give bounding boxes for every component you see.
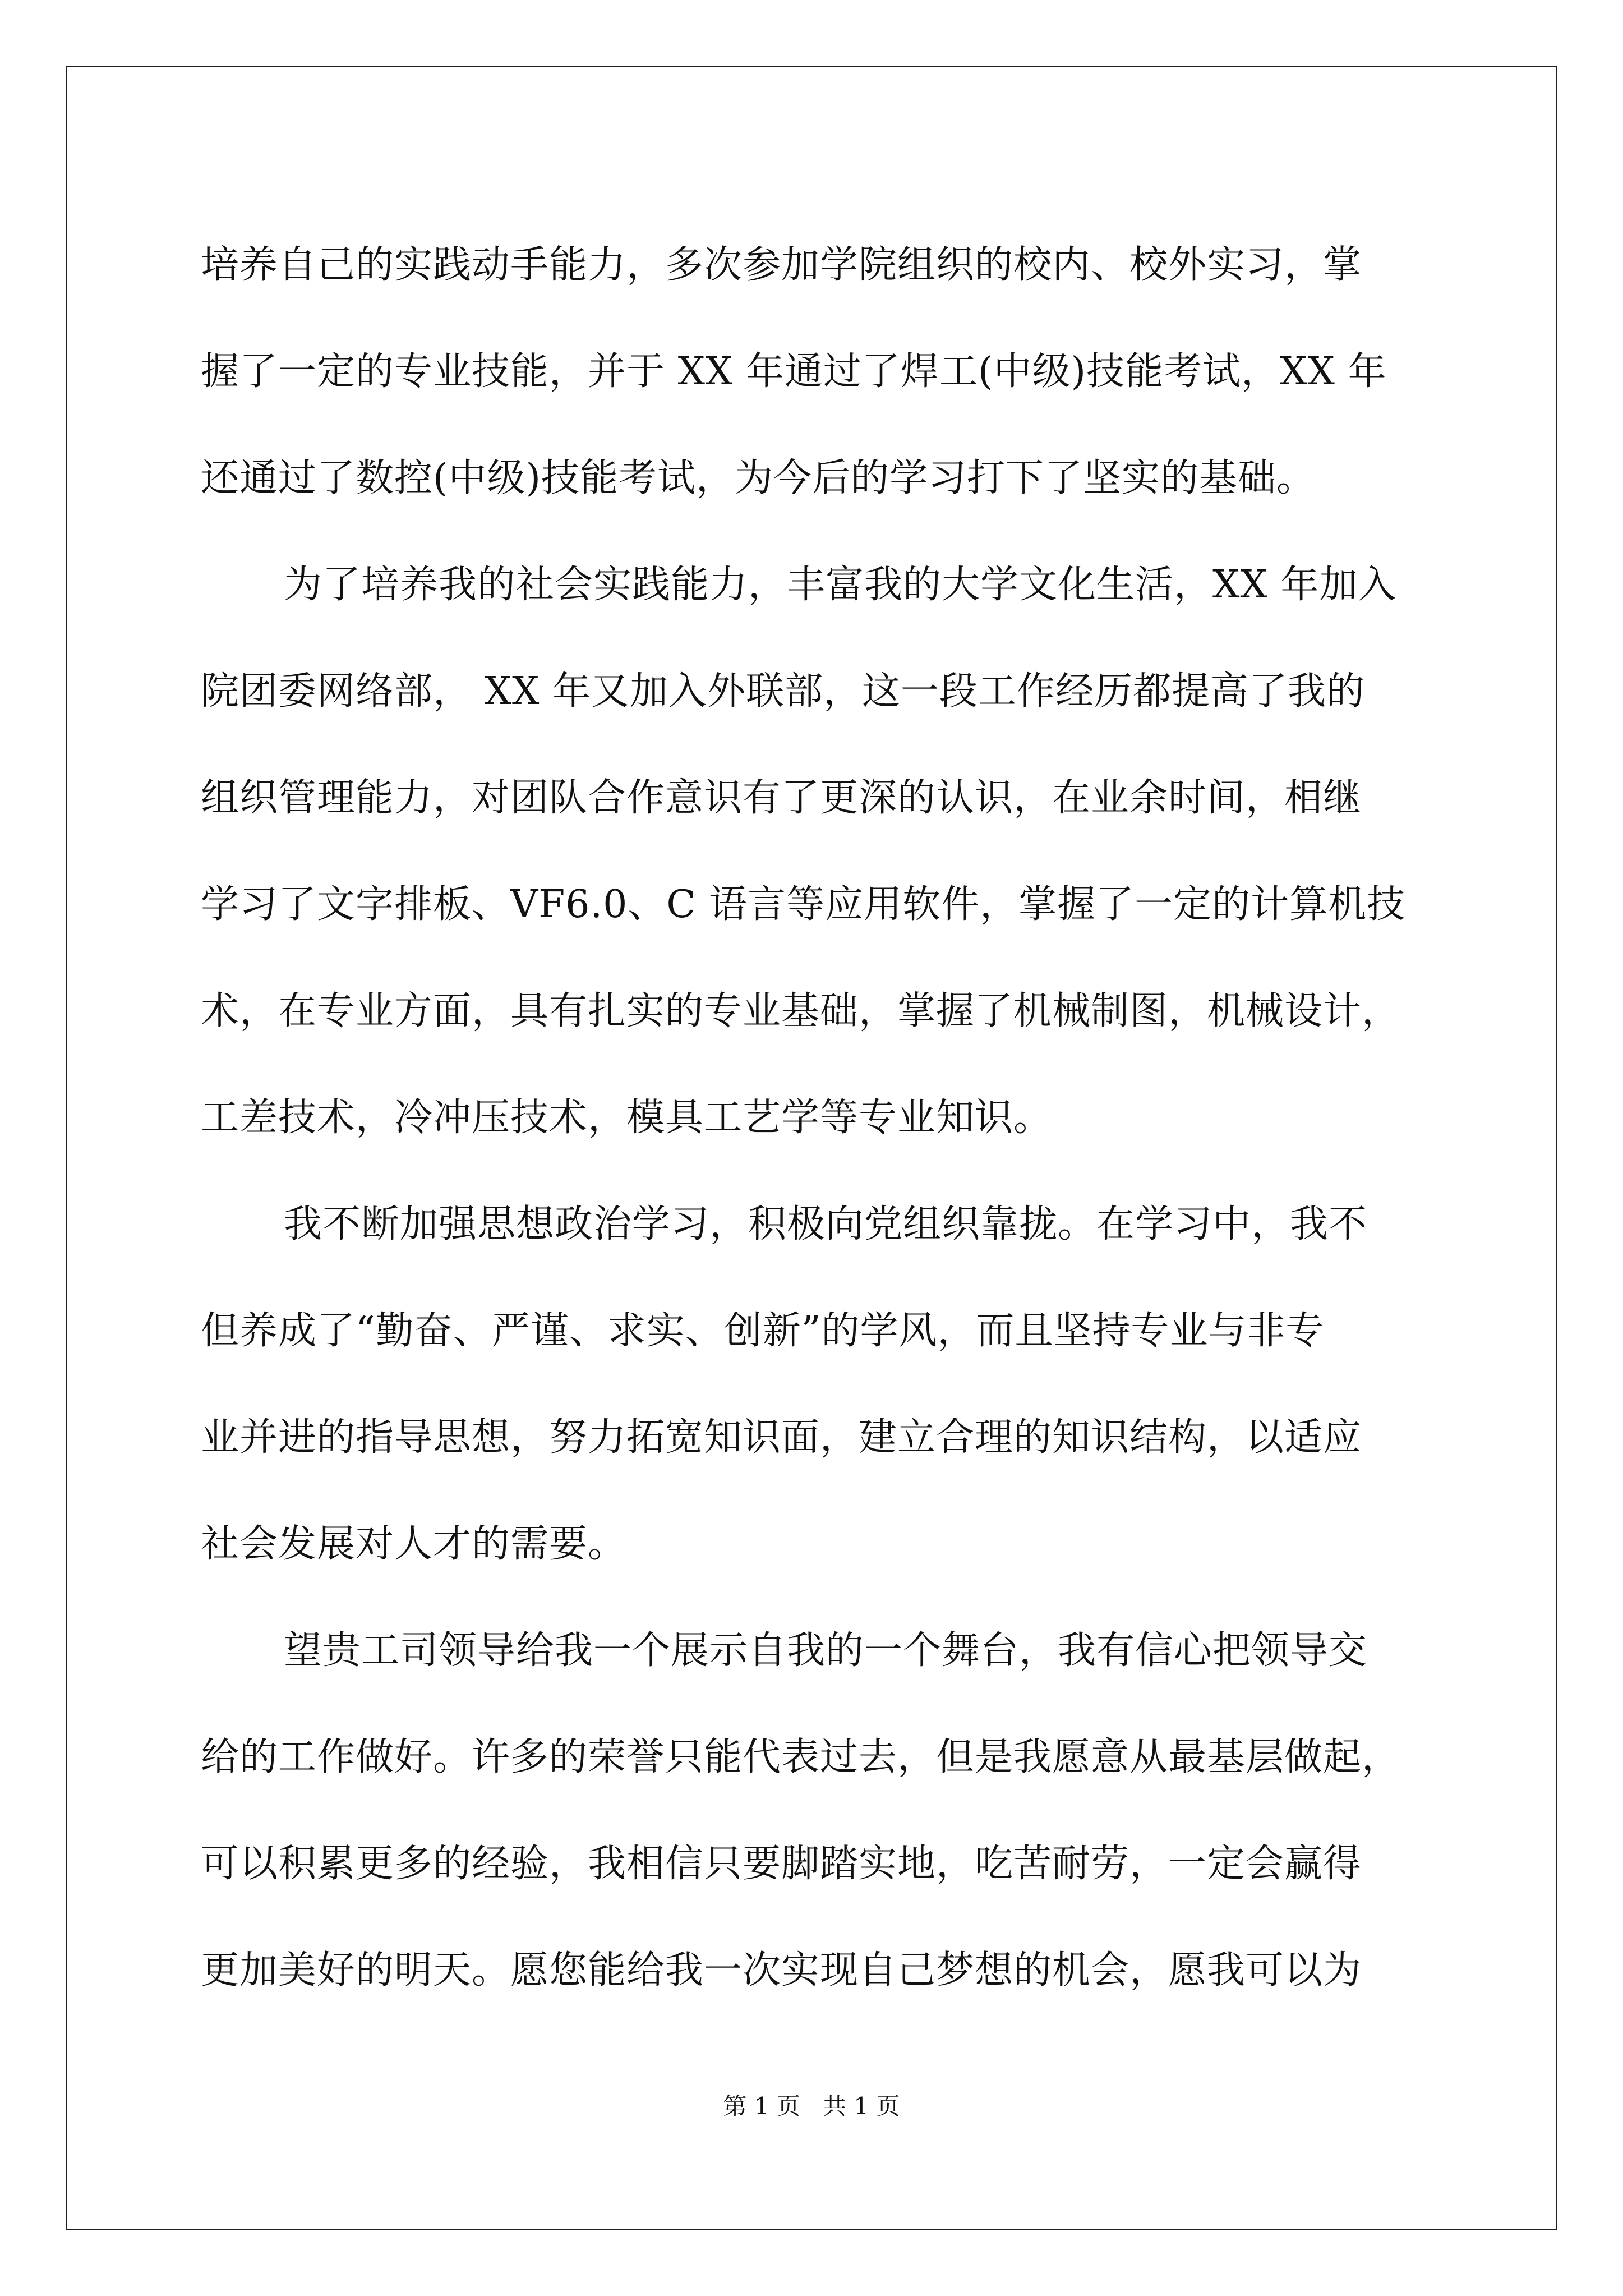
paragraph-line: 为了培养我的社会实践能力，丰富我的大学文化生活，XX 年加入: [284, 563, 1397, 607]
paragraph-line: 但养成了“勤奋、严谨、求实、创新”的学风，而且坚持专业与非专: [201, 1309, 1325, 1353]
paragraph: [201, 1598, 1435, 2024]
document-body: [201, 212, 1435, 2024]
paragraph-line: 学习了文字排板、VF6.0、C 语言等应用软件，掌握了一定的计算机技: [201, 882, 1406, 927]
paragraph-line: 我不断加强思想政治学习，积极向党组织靠拢。在学习中，我不: [284, 1202, 1368, 1246]
paragraph-line: 还通过了数控(中级)技能考试，为今后的学习打下了坚实的基础。: [201, 456, 1316, 500]
paragraph: [201, 532, 1435, 1171]
paragraph-line: 院团委网络部， XX 年又加入外联部，这一段工作经历都提高了我的: [201, 669, 1366, 714]
paragraph-line: 工差技术，冷冲压技术，模具工艺学等专业知识。: [201, 1096, 1053, 1140]
page-number: 第 1 页: [723, 2092, 800, 2120]
paragraph-line: 社会发展对人才的需要。: [201, 1522, 627, 1566]
paragraph-line: 望贵工司领导给我一个展示自我的一个舞台，我有信心把领导交: [284, 1628, 1368, 1673]
paragraph-line: 业并进的指导思想，努力拓宽知识面，建立合理的知识结构，以适应: [201, 1415, 1362, 1460]
paragraph: [201, 1171, 1435, 1598]
paragraph-line: 组织管理能力，对团队合作意识有了更深的认识，在业余时间，相继: [201, 776, 1362, 820]
paragraph-line: 可以积累更多的经验，我相信只要脚踏实地，吃苦耐劳，一定会赢得: [201, 1842, 1362, 1886]
paragraph-line: 握了一定的专业技能，并于 XX 年通过了焊工(中级)技能考试，XX 年: [201, 349, 1387, 394]
page-footer: [0, 2088, 1623, 2122]
paragraph-line: 术，在专业方面，具有扎实的专业基础，掌握了机械制图，机械设计，: [201, 989, 1401, 1033]
paragraph-line: 更加美好的明天。愿您能给我一次实现自己梦想的机会，愿我可以为: [201, 1948, 1362, 1993]
paragraph-line: 培养自己的实践动手能力，多次参加学院组织的校内、校外实习，掌: [201, 243, 1362, 287]
page-total: 共 1 页: [823, 2092, 900, 2120]
paragraph-line: 给的工作做好。许多的荣誉只能代表过去，但是我愿意从最基层做起，: [201, 1735, 1401, 1779]
footer-gap: [800, 2092, 823, 2120]
paragraph: [201, 212, 1435, 532]
